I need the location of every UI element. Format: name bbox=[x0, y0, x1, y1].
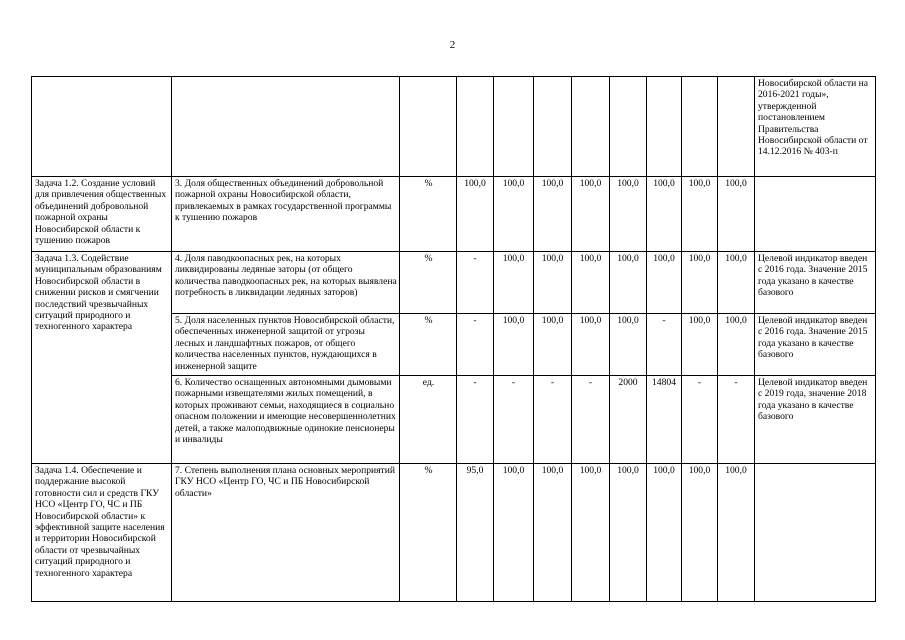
value-cell: 100,0 bbox=[494, 464, 534, 602]
value-cell: - bbox=[647, 314, 682, 376]
value-cell: 100,0 bbox=[457, 177, 494, 252]
unit-cell: % bbox=[400, 177, 457, 252]
note-cell: Целевой индикатор введен с 2019 года, значение 2018 года указано в качестве базового bbox=[755, 376, 876, 464]
value-cell: 100,0 bbox=[647, 252, 682, 314]
value-cell: 100,0 bbox=[647, 464, 682, 602]
value-cell: - bbox=[682, 376, 718, 464]
value-cell: 100,0 bbox=[534, 177, 572, 252]
unit-cell: % bbox=[400, 252, 457, 314]
value-cell: - bbox=[718, 376, 755, 464]
indicator-cell: 3. Доля общественных объединений добровольной пожарной охраны Новосибирской области, привлекаемых в рамках государственной программы к тушению пожаров bbox=[172, 177, 400, 252]
value-cell: - bbox=[457, 314, 494, 376]
value-cell: 14804 bbox=[647, 376, 682, 464]
value-cell: 100,0 bbox=[718, 464, 755, 602]
table-row bbox=[32, 464, 876, 602]
value-cell: 100,0 bbox=[647, 177, 682, 252]
note-cell: Целевой индикатор введен с 2016 года. Значение 2015 года указано в качестве базового bbox=[755, 252, 876, 314]
value-cell: 2000 bbox=[610, 376, 647, 464]
value-cell: - bbox=[457, 252, 494, 314]
value-cell: 100,0 bbox=[572, 464, 610, 602]
value-cell: 100,0 bbox=[572, 177, 610, 252]
unit-cell: % bbox=[400, 314, 457, 376]
task-cell bbox=[32, 77, 172, 177]
indicator-cell: 6. Количество оснащенных автономными дымовыми пожарными извещателями жилых помещений, в которых проживают семьи, находящиеся в социально опасном положении и имеющие несовершеннолетних детей, а также малоподвижные одинокие пенсионеры и инвалиды bbox=[172, 376, 400, 464]
indicator-cell: 4. Доля паводкоопасных рек, на которых ликвидированы ледяные заторы (от общего количества паводкоопасных рек, на которых выявлена потребность в ликвидации ледяных заторов) bbox=[172, 252, 400, 314]
table-row bbox=[32, 177, 876, 252]
task-cell: Задача 1.4. Обеспечение и поддержание высокой готовности сил и средств ГКУ НСО «Центр ГО, ЧС и ПБ Новосибирской области» к эффективной защите населения и территории Новосибирской области от чрезвычайных ситуаций природного и техногенного характера bbox=[32, 464, 172, 602]
value-cell: - bbox=[534, 376, 572, 464]
note-cell bbox=[755, 177, 876, 252]
unit-cell bbox=[400, 77, 457, 177]
task-cell: Задача 1.3. Содействие муниципальным образованиям Новосибирской области в снижении рисков и смягчении последствий чрезвычайных ситуаций природного и техногенного характера bbox=[32, 252, 172, 464]
unit-cell: ед. bbox=[400, 376, 457, 464]
value-cell: 100,0 bbox=[610, 177, 647, 252]
value-cell: 100,0 bbox=[534, 252, 572, 314]
value-cell: 100,0 bbox=[572, 314, 610, 376]
table-row bbox=[32, 77, 876, 177]
value-cell: 95,0 bbox=[457, 464, 494, 602]
value-cell: 100,0 bbox=[682, 464, 718, 602]
note-cell bbox=[755, 464, 876, 602]
value-cell: 100,0 bbox=[718, 252, 755, 314]
value-cell: 100,0 bbox=[610, 252, 647, 314]
value-cell: 100,0 bbox=[718, 314, 755, 376]
table-row bbox=[32, 252, 876, 314]
value-cell: 100,0 bbox=[572, 252, 610, 314]
indicators-table bbox=[31, 76, 876, 602]
note-cell: Новосибирской области на 2016-2021 годы», утвержденной постановлением Правительства Новосибирской области от 14.12.2016 № 403-п bbox=[755, 77, 876, 177]
value-cell: 100,0 bbox=[682, 314, 718, 376]
value-cell: - bbox=[494, 376, 534, 464]
value-cell: 100,0 bbox=[718, 177, 755, 252]
value-cell: - bbox=[572, 376, 610, 464]
value-cell: 100,0 bbox=[682, 252, 718, 314]
task-cell: Задача 1.2. Создание условий для привлечения общественных объединений добровольной пожарной охраны Новосибирской области к тушению пожаров bbox=[32, 177, 172, 252]
value-cell: 100,0 bbox=[494, 314, 534, 376]
value-cell: 100,0 bbox=[610, 464, 647, 602]
page-number: 2 bbox=[449, 39, 456, 51]
indicator-cell: 5. Доля населенных пунктов Новосибирской области, обеспеченных инженерной защитой от угрозы лесных и ландшафтных пожаров, от общего количества населенных пунктов, нуждающихся в инженерной защите bbox=[172, 314, 400, 376]
value-cell: 100,0 bbox=[610, 314, 647, 376]
note-cell: Целевой индикатор введен с 2016 года. Значение 2015 года указано в качестве базового bbox=[755, 314, 876, 376]
unit-cell: % bbox=[400, 464, 457, 602]
value-cell: 100,0 bbox=[494, 177, 534, 252]
value-cell: 100,0 bbox=[534, 464, 572, 602]
indicator-cell bbox=[172, 77, 400, 177]
value-cell: 100,0 bbox=[682, 177, 718, 252]
value-cell: 100,0 bbox=[534, 314, 572, 376]
value-cell: 100,0 bbox=[494, 252, 534, 314]
indicator-cell: 7. Степень выполнения плана основных мероприятий ГКУ НСО «Центр ГО, ЧС и ПБ Новосибирской области» bbox=[172, 464, 400, 602]
value-cell: - bbox=[457, 376, 494, 464]
